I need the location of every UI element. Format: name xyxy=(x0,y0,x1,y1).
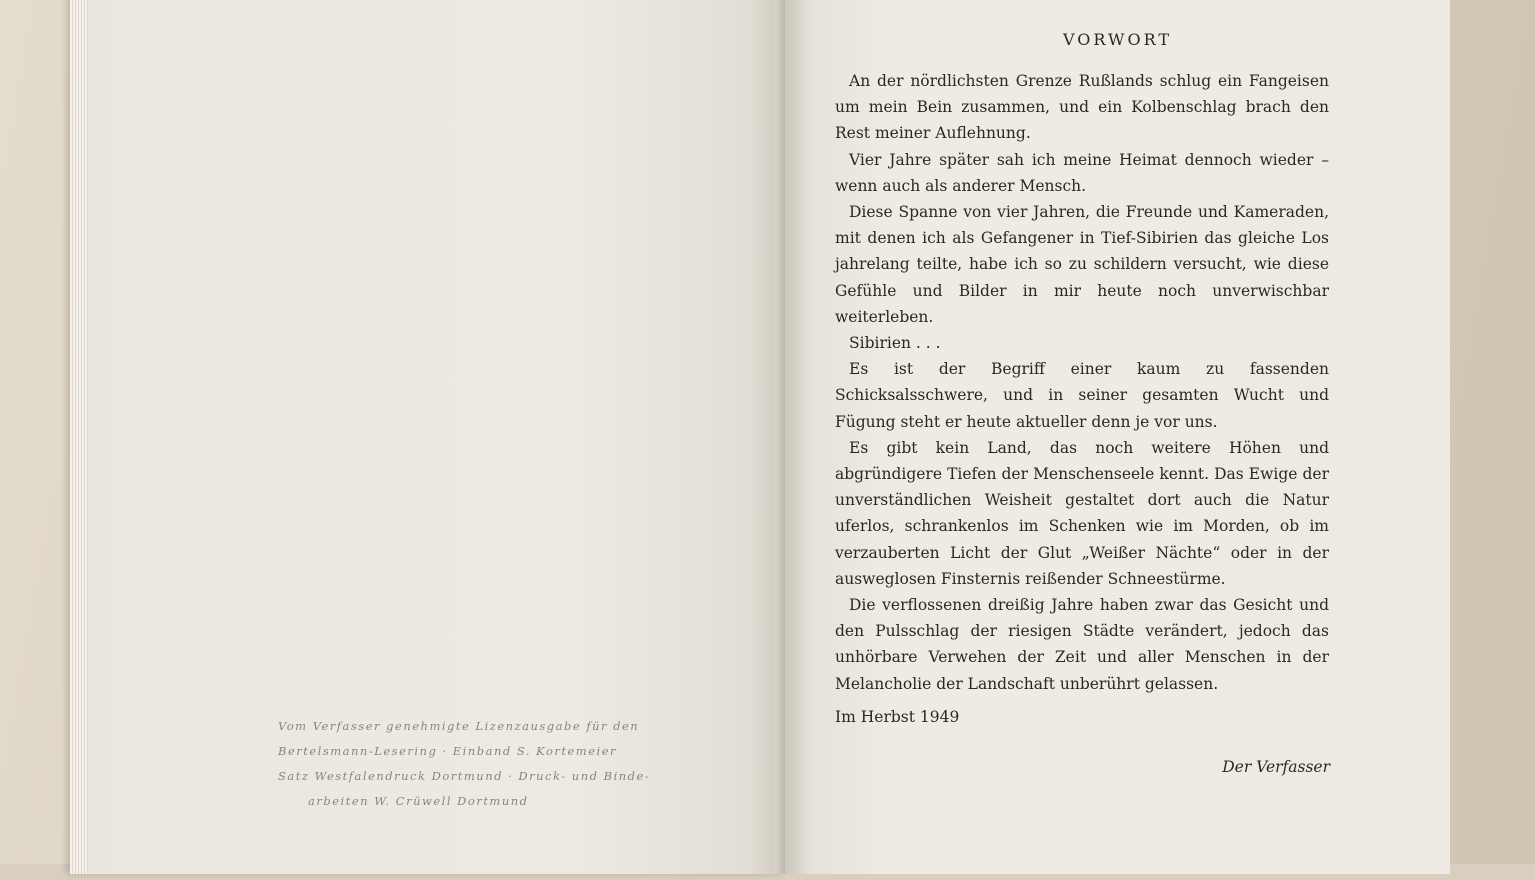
paragraph: Es ist der Begriff einer kaum zu fassenden Schicksalsschwere, und in seiner gesamten Wucht und Fügung steht er heute aktueller denn je vor uns. xyxy=(835,360,1329,431)
signature: Der Verfasser xyxy=(1222,758,1330,776)
paragraph: An der nördlichsten Grenze Rußlands schlug ein Fangeisen um mein Bein zusammen, und ein Kolbenschlag brach den Rest meiner Auflehnung. xyxy=(835,72,1329,143)
show-through-title xyxy=(220,60,740,118)
imprint-line: Vom Verfasser genehmigte Lizenzausgabe für den xyxy=(278,719,640,733)
imprint-line: arbeiten W. Crüwell Dortmund xyxy=(308,794,529,808)
left-page xyxy=(70,0,785,874)
imprint-line: Bertelsmann-Lesering · Einband S. Kortemeier xyxy=(278,744,618,758)
right-page xyxy=(785,0,1450,874)
open-book xyxy=(60,0,1480,880)
foreword-text xyxy=(835,68,1329,697)
paragraph: Es gibt kein Land, das noch weitere Höhen und abgründigere Tiefen der Menschenseele kennt. Das Ewige der unverständlichen Weisheit gestaltet dort auch die Natur uferlos, schrankenlos im Schenken wie im Morden, ob im verzauberten Licht der Glut „Weißer Nächte“ oder in der ausweglosen Finsternis reißender Schneestürme. xyxy=(835,438,1329,588)
paragraph: Vier Jahre später sah ich meine Heimat dennoch wieder – wenn auch als anderer Mensch. xyxy=(835,150,1329,195)
paragraph: Die verflossenen dreißig Jahre haben zwar das Gesicht und den Pulsschlag der riesigen Städte verändert, jedoch das unhörbare Verwehen der Zeit und aller Menschen in der Melancholie der Landschaft unberührt gelassen. xyxy=(835,596,1329,693)
imprint-line: Satz Westfalendruck Dortmund · Druck- und Binde- xyxy=(278,769,651,783)
date-line: Im Herbst 1949 xyxy=(835,708,960,726)
imprint xyxy=(278,714,708,814)
page-edges xyxy=(70,0,88,874)
paragraph: Sibirien . . . xyxy=(849,334,941,353)
page-title: VORWORT xyxy=(1062,30,1173,49)
paragraph: Diese Spanne von vier Jahren, die Freunde und Kameraden, mit denen ich als Gefangener in Tief-Sibirien das gleiche Los jahrelang teilte, habe ich so zu schildern versucht, wie diese Gefühle und Bilder in mir heute noch unverwischbar weiterleben. xyxy=(835,203,1329,326)
